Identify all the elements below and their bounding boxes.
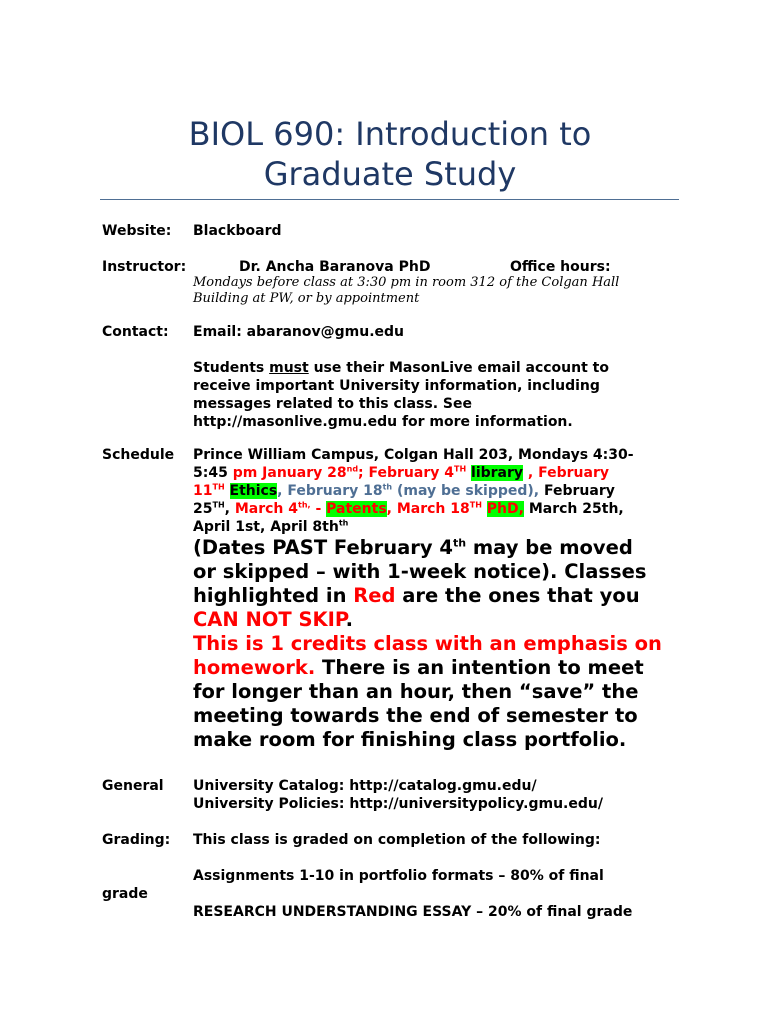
schedule-date-red (233, 465, 466, 481)
notice-line-6 (193, 656, 644, 680)
schedule-text: April 1st, April 8th (193, 519, 339, 535)
schedule-text: (may be skipped), (392, 483, 540, 499)
library-highlight: library (471, 465, 524, 481)
masonlive-line-2: receive important University information, including (193, 378, 600, 394)
title-divider (100, 199, 679, 200)
superscript: TH (212, 500, 225, 510)
schedule-text: 11 (193, 483, 213, 499)
must-emphasis: must (269, 360, 309, 376)
grading-item-1-wrap: grade (102, 886, 148, 902)
schedule-text: 5:45 (193, 465, 233, 481)
superscript: th (338, 518, 349, 528)
superscript: nd (346, 464, 359, 474)
superscript: th (452, 536, 467, 550)
masonlive-line-3: messages related to this class. See (193, 396, 472, 412)
schedule-text: , (224, 501, 235, 517)
contact-label: Contact: (102, 324, 169, 340)
notice-line-8: meeting towards the end of semester to (193, 704, 638, 727)
schedule-text: ; February 4 (358, 465, 454, 481)
notice-line-5: This is 1 credits class with an emphasis on (193, 632, 662, 655)
grading-intro: This class is graded on completion of the following: (193, 832, 601, 848)
homework-text: homework. (193, 656, 316, 679)
notice-line-9: make room for finishing class portfolio. (193, 728, 627, 751)
schedule-text: February (539, 483, 615, 499)
phd-highlight: PhD, (486, 501, 524, 517)
notice-text: highlighted in (193, 584, 354, 607)
notice-text: are the ones that you (395, 584, 640, 607)
title-line-2: Graduate Study (263, 155, 517, 193)
schedule-text: , February 18 (277, 483, 383, 499)
notice-text: may be moved (466, 536, 633, 559)
grading-label: Grading: (102, 832, 171, 848)
website-value: Blackboard (193, 223, 282, 239)
grading-item-2: RESEARCH UNDERSTANDING ESSAY – 20% of final grade (193, 904, 633, 920)
general-label: General (102, 778, 164, 794)
schedule-date-red (387, 501, 482, 517)
ethics-highlight: Ethics (229, 483, 278, 499)
schedule-text: - (310, 501, 327, 517)
notice-line-2: or skipped – with 1-week notice). Classes (193, 560, 647, 583)
instructor-label: Instructor: (102, 259, 187, 275)
schedule-line-3 (193, 482, 615, 500)
schedule-date-red: , February (523, 465, 609, 481)
schedule-text: March 4 (234, 501, 299, 517)
schedule-line-4 (193, 500, 624, 518)
superscript: th (382, 482, 393, 492)
masonlive-line-4: http://masonlive.gmu.edu for more information. (193, 414, 573, 430)
notice-text: (Dates PAST February 4 (193, 536, 453, 559)
office-hours-label: Office hours: (510, 259, 611, 275)
schedule-text: March 25th, (523, 501, 624, 517)
office-hours-line-2: Building at PW, or by appointment (193, 291, 420, 306)
patents-highlight: Patents (326, 501, 387, 517)
instructor-name: Dr. Ancha Baranova PhD (239, 259, 431, 275)
notice-line-7: for longer than an hour, then “save” the (193, 680, 639, 703)
schedule-date-red (193, 483, 225, 499)
superscript: TH (212, 482, 225, 492)
office-hours-line-1: Mondays before class at 3:30 pm in room 312 of the Colgan Hall (193, 275, 620, 290)
masonlive-line-1 (193, 359, 609, 377)
schedule-date-blue (277, 483, 539, 499)
superscript: TH (469, 500, 482, 510)
schedule-line-1: Prince William Campus, Colgan Hall 203, Mondays 4:30- (193, 447, 634, 463)
notice-line-4 (193, 608, 353, 632)
notice-text: . (345, 608, 354, 631)
schedule-text: 25 (193, 501, 213, 517)
notice-line-3 (193, 584, 640, 608)
website-label: Website: (102, 223, 172, 239)
notice-line-1 (193, 536, 633, 560)
schedule-text (225, 483, 230, 499)
university-policies: University Policies: http://universitypolicy.gmu.edu/ (193, 796, 603, 812)
schedule-date-red (235, 501, 326, 517)
university-catalog: University Catalog: http://catalog.gmu.edu/ (193, 778, 537, 794)
schedule-text: , March 18 (386, 501, 470, 517)
masonlive-text: use their MasonLive email account to (308, 360, 609, 376)
grading-item-1: Assignments 1-10 in portfolio formats – 80% of final (193, 868, 604, 884)
superscript: TH (454, 464, 467, 474)
page-title (100, 114, 680, 194)
title-line-1: BIOL 690: Introduction to (188, 115, 592, 153)
schedule-line-5 (193, 518, 348, 536)
schedule-text: pm January 28 (232, 465, 347, 481)
schedule-label: Schedule (102, 447, 175, 463)
notice-red-word: Red (353, 584, 396, 607)
superscript: th, (298, 500, 311, 510)
cannot-skip-text: CAN NOT SKIP (193, 608, 346, 631)
notice-text: There is an intention to meet (315, 656, 644, 679)
schedule-line-2 (193, 464, 609, 482)
masonlive-text: Students (193, 360, 270, 376)
contact-email: Email: abaranov@gmu.edu (193, 324, 405, 340)
